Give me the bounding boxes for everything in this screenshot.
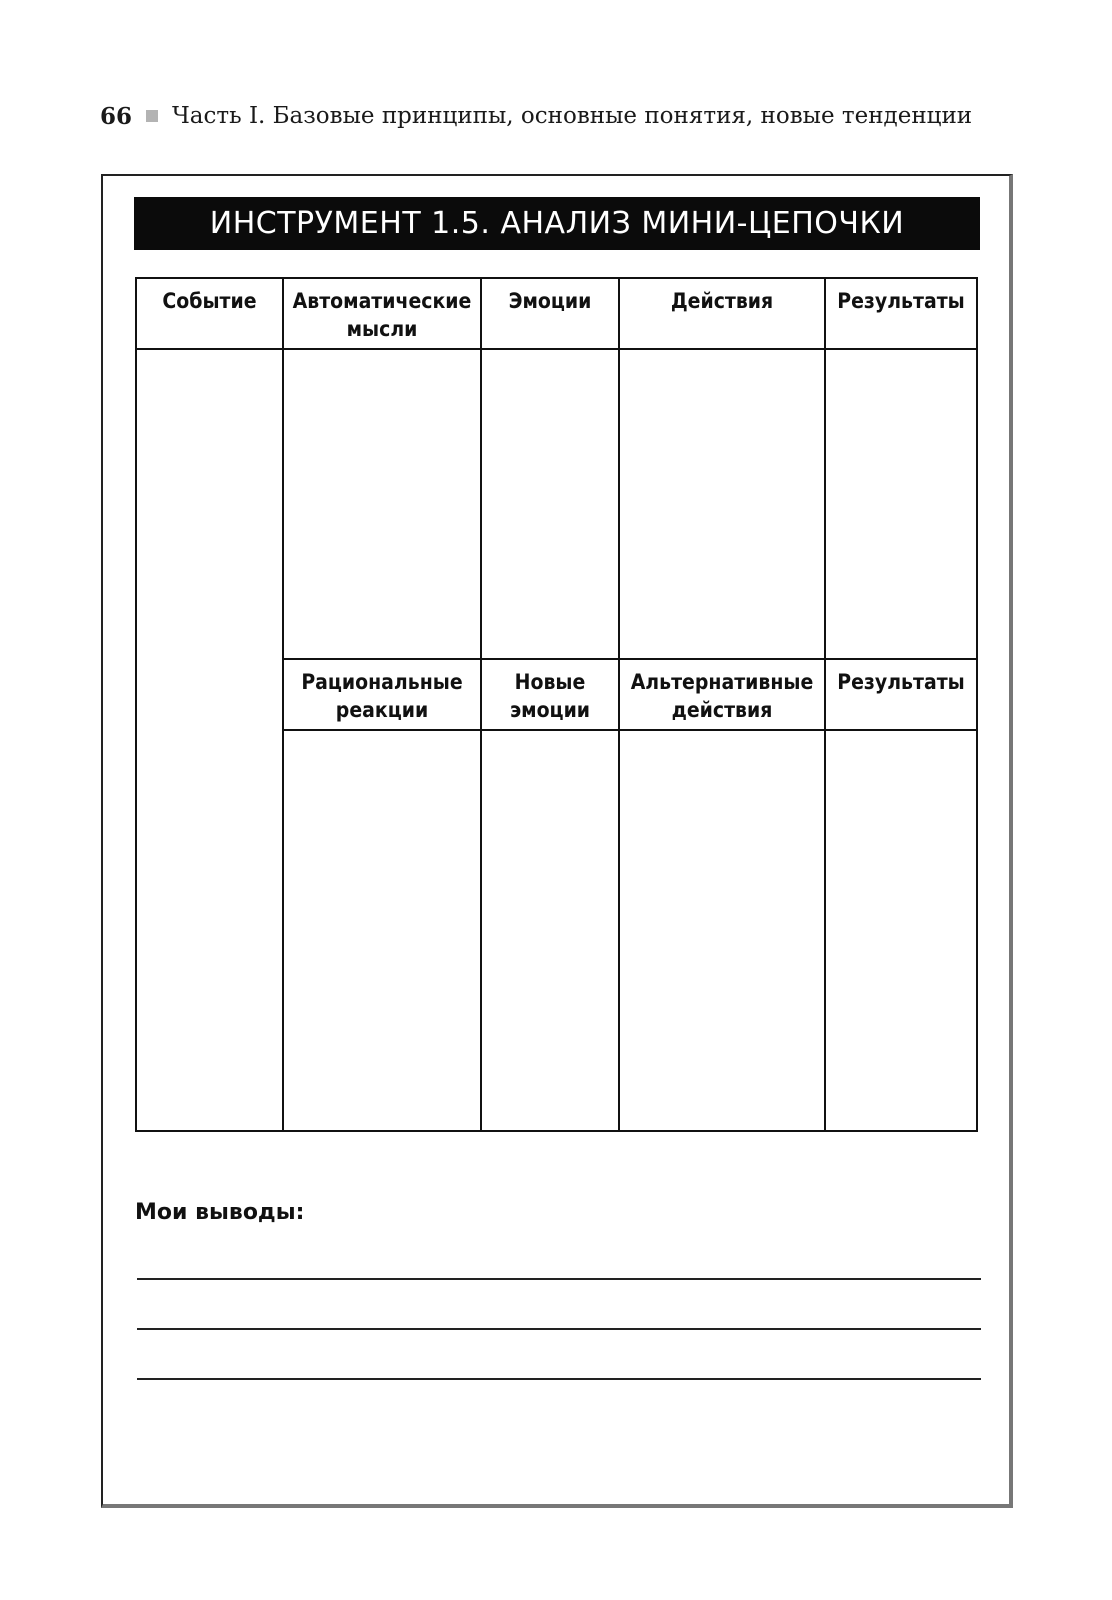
actions-input-cell[interactable] (620, 350, 826, 660)
new-emotions-input-cell[interactable] (482, 731, 620, 1130)
tool-title: ИНСТРУМЕНТ 1.5. АНАЛИЗ МИНИ-ЦЕПОЧКИ (209, 206, 905, 241)
results-input-cell[interactable] (826, 350, 976, 660)
header-results-2: Результаты (826, 660, 976, 731)
running-header (100, 96, 1000, 136)
automatic-thoughts-input-cell[interactable] (284, 350, 482, 660)
header-rational-responses: Рациональные реакции (284, 660, 482, 731)
page-number: 66 (100, 102, 133, 130)
header-alternative-actions: Альтернативные действия (620, 660, 826, 731)
conclusion-line[interactable] (137, 1378, 981, 1380)
header-results: Результаты (826, 279, 976, 350)
header-event: Событие (137, 279, 284, 350)
separator-square-icon (146, 110, 158, 122)
conclusion-line[interactable] (137, 1278, 981, 1280)
conclusion-line[interactable] (137, 1328, 981, 1330)
header-actions: Действия (620, 279, 826, 350)
rational-responses-input-cell[interactable] (284, 731, 482, 1130)
running-title: Часть I. Базовые принципы, основные понятия, новые тенденции (172, 103, 973, 129)
event-input-cell[interactable] (137, 350, 284, 1130)
header-automatic-thoughts: Автоматические мысли (284, 279, 482, 350)
header-new-emotions: Новые эмоции (482, 660, 620, 731)
mini-chain-table (135, 277, 978, 1132)
alternative-actions-input-cell[interactable] (620, 731, 826, 1130)
emotions-input-cell[interactable] (482, 350, 620, 660)
conclusions-label: Мои выводы: (135, 1200, 305, 1225)
results-2-input-cell[interactable] (826, 731, 976, 1130)
tool-title-bar (134, 197, 980, 250)
header-emotions: Эмоции (482, 279, 620, 350)
